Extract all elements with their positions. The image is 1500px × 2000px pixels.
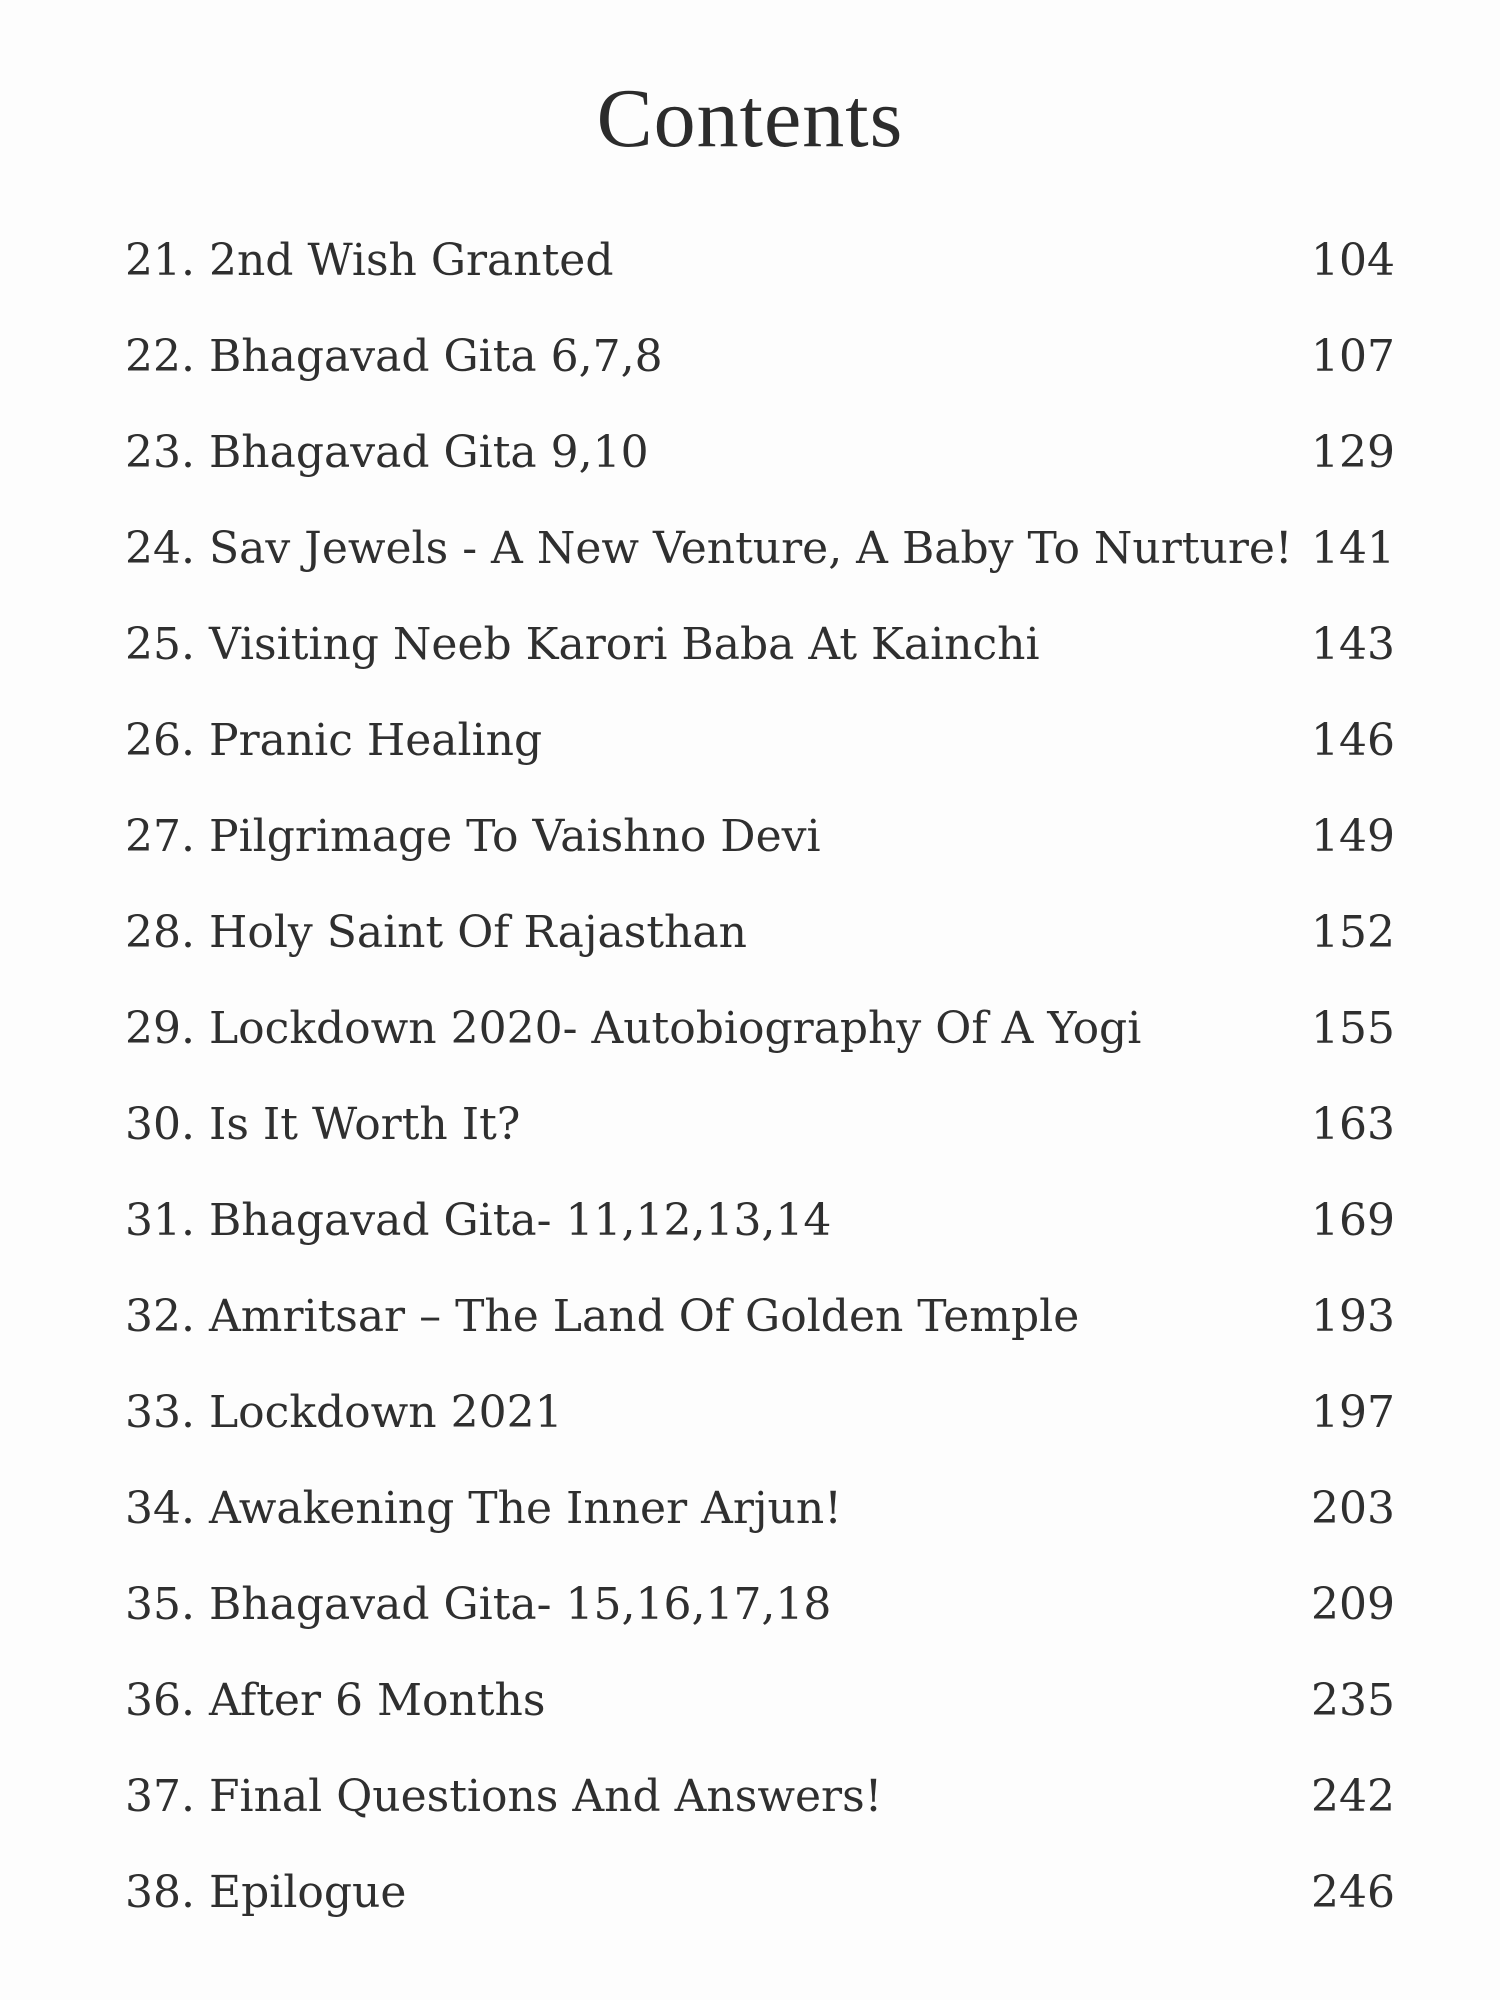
toc-entry-title: 21. 2nd Wish Granted (125, 234, 614, 286)
toc-entry-title: 23. Bhagavad Gita 9,10 (125, 426, 649, 478)
toc-entry-page: 242 (1311, 1770, 1395, 1822)
toc-entry-page: 163 (1311, 1098, 1395, 1150)
toc-entry-title: 31. Bhagavad Gita- 11,12,13,14 (125, 1194, 832, 1246)
toc-entry-page: 129 (1311, 426, 1395, 478)
toc-entry (125, 1844, 1395, 1940)
toc-entry-page: 197 (1311, 1386, 1395, 1438)
toc-entry-title: 28. Holy Saint Of Rajasthan (125, 906, 747, 958)
toc-entry-title: 36. After 6 Months (125, 1674, 546, 1726)
toc-entry-title: 26. Pranic Healing (125, 714, 543, 766)
toc-entry (125, 308, 1395, 404)
toc-entry (125, 1556, 1395, 1652)
toc-entry-title: 30. Is It Worth It? (125, 1098, 521, 1150)
toc-entry-page: 193 (1311, 1290, 1395, 1342)
toc-entry-page: 107 (1311, 330, 1395, 382)
toc-entry-page: 143 (1311, 618, 1395, 670)
toc-entry (125, 1172, 1395, 1268)
toc-entry-title: 33. Lockdown 2021 (125, 1386, 563, 1438)
toc-entry-title: 24. Sav Jewels - A New Venture, A Baby To Nurture! (125, 522, 1293, 574)
toc-entry (125, 692, 1395, 788)
toc-entry (125, 404, 1395, 500)
toc-entry-title: 34. Awakening The Inner Arjun! (125, 1482, 842, 1534)
toc-entry-title: 35. Bhagavad Gita- 15,16,17,18 (125, 1578, 832, 1630)
page-title: Contents (596, 72, 904, 165)
toc-entry (125, 1268, 1395, 1364)
toc-entry-title: 22. Bhagavad Gita 6,7,8 (125, 330, 663, 382)
toc-entry (125, 596, 1395, 692)
toc-entry-page: 155 (1311, 1002, 1395, 1054)
toc-entry (125, 884, 1395, 980)
toc-entry (125, 980, 1395, 1076)
toc-entry-title: 38. Epilogue (125, 1866, 407, 1918)
toc-entry-page: 146 (1311, 714, 1395, 766)
toc-entry (125, 1748, 1395, 1844)
toc-entry (125, 1652, 1395, 1748)
toc-entry (125, 1364, 1395, 1460)
toc-entry-page: 104 (1311, 234, 1395, 286)
toc-entry-title: 25. Visiting Neeb Karori Baba At Kainchi (125, 618, 1040, 670)
toc-entry-page: 203 (1311, 1482, 1395, 1534)
toc-entry (125, 1460, 1395, 1556)
toc-entry (125, 500, 1395, 596)
toc-entry-title: 27. Pilgrimage To Vaishno Devi (125, 810, 821, 862)
toc-entry-page: 246 (1311, 1866, 1395, 1918)
toc-entry (125, 1076, 1395, 1172)
toc-entry-page: 141 (1311, 522, 1395, 574)
toc-entry-title: 29. Lockdown 2020- Autobiography Of A Yogi (125, 1002, 1142, 1054)
toc-entry (125, 788, 1395, 884)
toc-entry-page: 152 (1311, 906, 1395, 958)
toc-entry-page: 209 (1311, 1578, 1395, 1630)
toc-entry-page: 235 (1311, 1674, 1395, 1726)
toc-entry (125, 212, 1395, 308)
toc-entry-page: 149 (1311, 810, 1395, 862)
toc-entry-page: 169 (1311, 1194, 1395, 1246)
toc-entry-title: 37. Final Questions And Answers! (125, 1770, 883, 1822)
toc-entry-title: 32. Amritsar – The Land Of Golden Temple (125, 1290, 1080, 1342)
table-of-contents (125, 212, 1395, 1940)
